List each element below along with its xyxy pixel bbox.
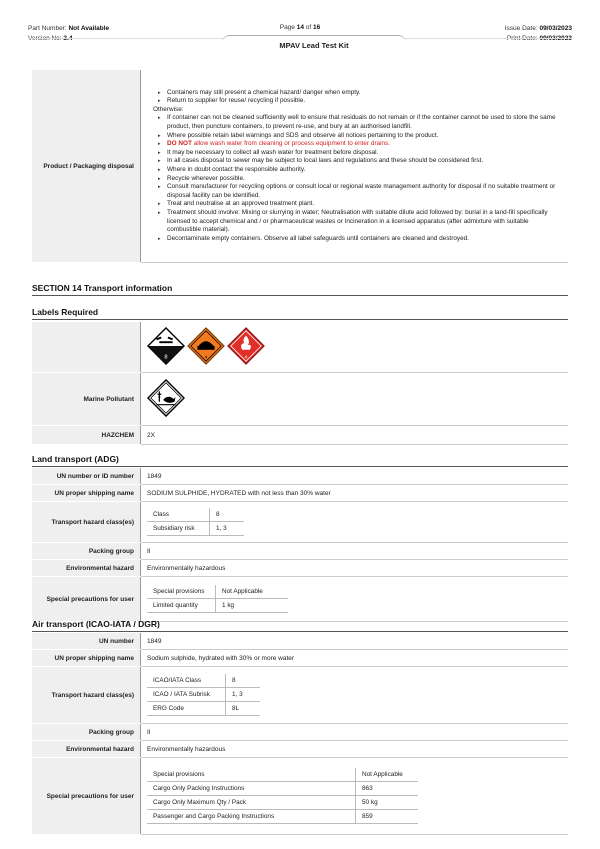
land-ship-value: SODIUM SULPHIDE, HYDRATED with not less than 30% water: [141, 485, 569, 502]
header-right: [505, 24, 572, 44]
list-item: ▸ Containers may still present a chemical hazard/ danger when empty.: [167, 89, 562, 98]
land-un-label: UN number or ID number: [32, 468, 141, 485]
list-item: ▸ Treatment should involve: Mixing or slurrying in water; Neutralisation with suitable dilute acid followed by: burial in a land-fill specifically licensed to accept chemical and / or pharmaceutical wastes or Incineration in a licensed apparatus (after admixture with suitable combustible material).: [167, 209, 562, 235]
list-item: ▸ Where possible retain label warnings and SDS and observe all notices pertaining to the product.: [167, 132, 562, 141]
class-val: 8: [210, 508, 245, 522]
list-item: ▸ Return to supplier for reuse/ recycling if possible.: [167, 97, 562, 106]
issue-date-label: Issue Date:: [504, 25, 538, 32]
hazard-labels: [141, 322, 569, 373]
land-spec-subtable: [147, 585, 288, 613]
c3-key: ERG Code: [147, 702, 226, 716]
part-number-value: Not Available: [68, 25, 110, 32]
marine-pollutant-label: Marine Pollutant: [32, 373, 141, 426]
labels-divider: [32, 319, 568, 320]
land-transport-title: Land transport (ADG): [32, 454, 119, 464]
sp-key: Special provisions: [147, 585, 216, 599]
land-env-label: Environmental hazard: [32, 560, 141, 577]
land-divider: [32, 466, 568, 467]
page-number: 14: [296, 24, 304, 31]
lq-val: 1 kg: [216, 599, 289, 613]
air-spec-value: [141, 758, 569, 835]
air-env-label: Environmental hazard: [32, 741, 141, 758]
subsidiary-key: Subsidiary risk: [147, 522, 210, 536]
c2-val: 1, 3: [226, 688, 261, 702]
disposal-list-2: [155, 114, 562, 243]
air-pack-label: Packing group: [32, 724, 141, 741]
land-env-value: Environmentally hazardous: [141, 560, 569, 577]
air-env-value: Environmentally hazardous: [141, 741, 569, 758]
page-total: 16: [313, 24, 321, 31]
page-label: Page: [279, 24, 295, 31]
svg-text:4: 4: [244, 355, 247, 361]
list-item: [167, 140, 562, 149]
air-class-subtable: [147, 674, 260, 716]
list-item: ▸ It may be necessary to collect all wash water for treatment before disposal.: [167, 149, 562, 158]
labels-required-title: Labels Required: [32, 307, 99, 317]
marine-pollutant-value: [141, 373, 569, 426]
list-item: ▸ Decontaminate empty containers. Observe all label safeguards until containers are cleaned and destroyed.: [167, 235, 562, 244]
otherwise-label: Otherwise:: [153, 105, 184, 113]
c2-key: ICAO / IATA Subrisk: [147, 688, 226, 702]
hazchem-label: HAZCHEM: [32, 426, 141, 445]
land-ship-label: UN proper shipping name: [32, 485, 141, 502]
labels-table: [32, 322, 568, 445]
air-ship-value: Sodium sulphide, hydrated with 30% or more water: [141, 650, 569, 667]
land-pack-label: Packing group: [32, 543, 141, 560]
air-divider: [32, 631, 568, 632]
land-spec-label: Special precautions for user: [32, 577, 141, 622]
land-pack-value: II: [141, 543, 569, 560]
list-item: ▸ Recycle wherever possible.: [167, 175, 562, 184]
svg-text:8: 8: [164, 354, 168, 361]
s2-val: 863: [356, 782, 419, 796]
disposal-list-1: [155, 89, 562, 106]
page-of: of: [305, 24, 312, 31]
hazchem-value: 2X: [141, 426, 569, 445]
list-item: ▸ Where in doubt contact the responsible authority.: [167, 166, 562, 175]
list-item: ▸ Consult manufacturer for recycling options or consult local or regional waste management authority for disposal if no suitable treatment or disposal facility can be identified.: [167, 183, 562, 200]
air-class-label: Transport hazard class(es): [32, 667, 141, 724]
s1-val: Not Applicable: [356, 768, 419, 782]
air-pack-value: II: [141, 724, 569, 741]
spontaneously-combustible-diamond-icon: [227, 327, 265, 365]
document-title: MPAV Lead Test Kit: [222, 35, 406, 54]
labels-empty-label: [32, 322, 141, 373]
land-class-label: Transport hazard class(es): [32, 502, 141, 543]
disposal-table: [32, 70, 568, 263]
s4-val: 859: [356, 810, 419, 824]
dangerous-when-wet-diamond-icon: [187, 327, 225, 365]
disposal-content: [141, 70, 569, 263]
air-transport-table: [32, 633, 568, 835]
air-class-value: [141, 667, 569, 724]
land-transport-table: [32, 468, 568, 622]
environment-hazard-diamond-icon: [147, 379, 185, 417]
lq-key: Limited quantity: [147, 599, 216, 613]
s3-key: Cargo Only Maximum Qty / Pack: [147, 796, 356, 810]
list-item: ▸ If container can not be cleaned sufficiently well to ensure that residuals do not remain or if the container cannot be used to store the same product, then puncture containers, to prevent re-use, and bury at an authorised landfill.: [167, 114, 562, 131]
issue-date-value: 09/03/2023: [539, 25, 572, 32]
air-un-label: UN number: [32, 633, 141, 650]
air-spec-label: Special precautions for user: [32, 758, 141, 835]
part-number-label: Part Number:: [28, 25, 67, 32]
svg-text:4: 4: [204, 355, 208, 361]
subsidiary-val: 1, 3: [210, 522, 245, 536]
c1-key: ICAO/IATA Class: [147, 674, 226, 688]
page-header: [0, 0, 600, 60]
corrosive-diamond-icon: [147, 327, 185, 365]
c3-val: 8L: [226, 702, 261, 716]
s2-key: Cargo Only Packing Instructions: [147, 782, 356, 796]
air-transport-title: Air transport (ICAO-IATA / DGR): [32, 619, 160, 629]
section-14-title: SECTION 14 Transport information: [32, 283, 173, 293]
s3-val: 50 kg: [356, 796, 419, 810]
disposal-label: Product / Packaging disposal: [32, 70, 141, 263]
land-un-value: 1849: [141, 468, 569, 485]
s1-key: Special provisions: [147, 768, 356, 782]
land-spec-value: [141, 577, 569, 622]
warning-emphasis: DO NOT: [167, 140, 192, 148]
air-spec-subtable: [147, 768, 418, 824]
air-ship-label: UN proper shipping name: [32, 650, 141, 667]
air-un-value: 1849: [141, 633, 569, 650]
sp-val: Not Applicable: [216, 585, 289, 599]
land-class-value: [141, 502, 569, 543]
section-divider: [32, 295, 568, 296]
land-class-subtable: [147, 508, 244, 536]
class-key: Class: [147, 508, 210, 522]
s4-key: Passenger and Cargo Packing Instructions: [147, 810, 356, 824]
list-item: ▸ In all cases disposal to sewer may be subject to local laws and regulations and these should be considered first.: [167, 157, 562, 166]
warning-text: allow wash water from cleaning or process equipment to enter drains.: [191, 140, 391, 148]
list-item: ▸ Treat and neutralise at an approved treatment plant.: [167, 200, 562, 209]
c1-val: 8: [226, 674, 261, 688]
